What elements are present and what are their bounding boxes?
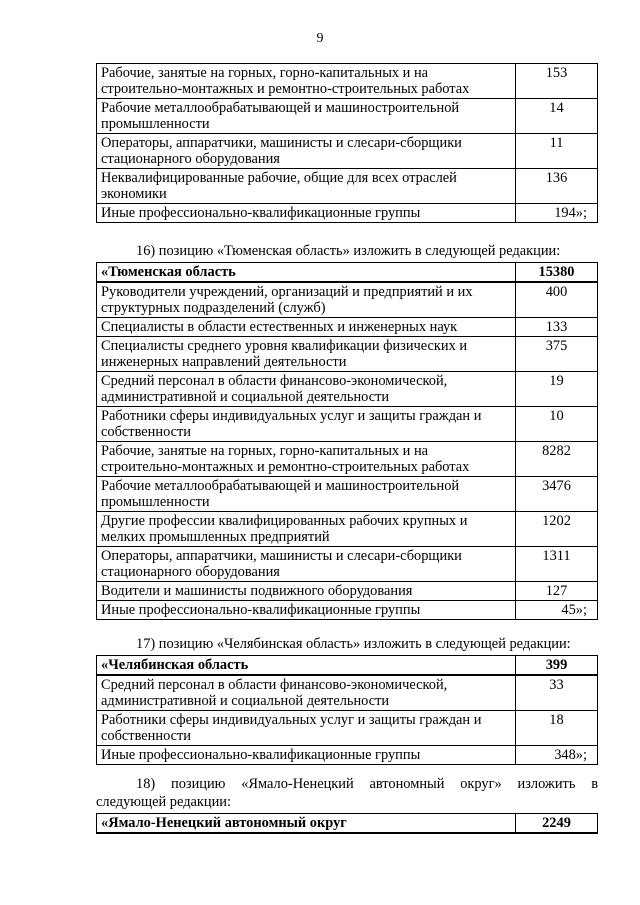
paragraph-18-line-2: следующей редакции: <box>96 794 231 810</box>
region-total: 399 <box>516 656 598 676</box>
row-name: Неквалифицированные рабочие, общие для всех отраслей экономики <box>97 169 516 204</box>
row-name: Рабочие металлообрабатывающей и машиностроительной промышленности <box>97 99 516 134</box>
row-value: 3476 <box>516 477 598 512</box>
table-header-row <box>97 263 598 283</box>
page-number: 9 <box>316 31 324 46</box>
row-value: 127 <box>516 582 598 601</box>
table-chelyabinsk <box>96 655 598 765</box>
table-row <box>97 442 598 477</box>
row-value: 1202 <box>516 512 598 547</box>
row-value: 10 <box>516 407 598 442</box>
row-value: 348»; <box>516 746 598 765</box>
row-name: Работники сферы индивидуальных услуг и защиты граждан и собственности <box>97 407 516 442</box>
table-header-row <box>97 814 598 834</box>
table-row <box>97 601 598 620</box>
row-name: Водители и машинисты подвижного оборудования <box>97 582 516 601</box>
region-total: 15380 <box>516 263 598 283</box>
table-row <box>97 99 598 134</box>
table-row <box>97 64 598 99</box>
region-name: «Тюменская область <box>97 263 516 283</box>
row-name: Иные профессионально-квалификационные группы <box>97 204 516 223</box>
table-row <box>97 318 598 337</box>
row-value: 136 <box>516 169 598 204</box>
row-value: 14 <box>516 99 598 134</box>
row-value: 400 <box>516 282 598 318</box>
paragraph-17: 17) позицию «Челябинская область» изложить в следующей редакции: <box>136 636 571 652</box>
row-value: 153 <box>516 64 598 99</box>
row-name: Рабочие, занятые на горных, горно-капитальных и на строительно-монтажных и ремонтно-строительных работах <box>97 442 516 477</box>
row-value: 194»; <box>516 204 598 223</box>
table-row <box>97 711 598 746</box>
row-name: Иные профессионально-квалификационные группы <box>97 746 516 765</box>
table-tyumen <box>96 262 598 620</box>
table-header-row <box>97 656 598 676</box>
row-value: 18 <box>516 711 598 746</box>
row-name: Иные профессионально-квалификационные группы <box>97 601 516 620</box>
table-row <box>97 169 598 204</box>
row-value: 1311 <box>516 547 598 582</box>
table-row <box>97 337 598 372</box>
row-name: Рабочие металлообрабатывающей и машиностроительной промышленности <box>97 477 516 512</box>
row-name: Средний персонал в области финансово-экономической, административной и социальной деятельности <box>97 675 516 711</box>
row-value: 375 <box>516 337 598 372</box>
row-name: Рабочие, занятые на горных, горно-капитальных и на строительно-монтажных и ремонтно-строительных работах <box>97 64 516 99</box>
row-name: Средний персонал в области финансово-экономической, административной и социальной деятельности <box>97 372 516 407</box>
table-row <box>97 407 598 442</box>
row-value: 11 <box>516 134 598 169</box>
row-value: 19 <box>516 372 598 407</box>
table-row <box>97 675 598 711</box>
table-row <box>97 477 598 512</box>
row-name: Работники сферы индивидуальных услуг и защиты граждан и собственности <box>97 711 516 746</box>
row-name: Операторы, аппаратчики, машинисты и слесари-сборщики стационарного оборудования <box>97 134 516 169</box>
table-yamal <box>96 813 598 834</box>
table-row <box>97 512 598 547</box>
row-name: Операторы, аппаратчики, машинисты и слесари-сборщики стационарного оборудования <box>97 547 516 582</box>
row-name: Другие профессии квалифицированных рабочих крупных и мелких промышленных предприятий <box>97 512 516 547</box>
table-continuation <box>96 63 598 223</box>
paragraph-18-line-1: 18) позицию «Ямало-Ненецкий автономный округ» изложить в <box>136 776 598 792</box>
row-name: Специалисты в области естественных и инженерных наук <box>97 318 516 337</box>
region-total: 2249 <box>516 814 598 834</box>
table-row <box>97 134 598 169</box>
table-row <box>97 746 598 765</box>
row-name: Специалисты среднего уровня квалификации физических и инженерных направлений деятельности <box>97 337 516 372</box>
table-row <box>97 204 598 223</box>
table-row <box>97 372 598 407</box>
row-value: 133 <box>516 318 598 337</box>
row-value: 45»; <box>516 601 598 620</box>
table-row <box>97 547 598 582</box>
row-value: 33 <box>516 675 598 711</box>
row-value: 8282 <box>516 442 598 477</box>
table-row <box>97 582 598 601</box>
table-row <box>97 282 598 318</box>
paragraph-16: 16) позицию «Тюменская область» изложить в следующей редакции: <box>136 243 561 259</box>
row-name: Руководители учреждений, организаций и предприятий и их структурных подразделений (служб) <box>97 282 516 318</box>
region-name: «Ямало-Ненецкий автономный округ <box>97 814 516 834</box>
region-name: «Челябинская область <box>97 656 516 676</box>
